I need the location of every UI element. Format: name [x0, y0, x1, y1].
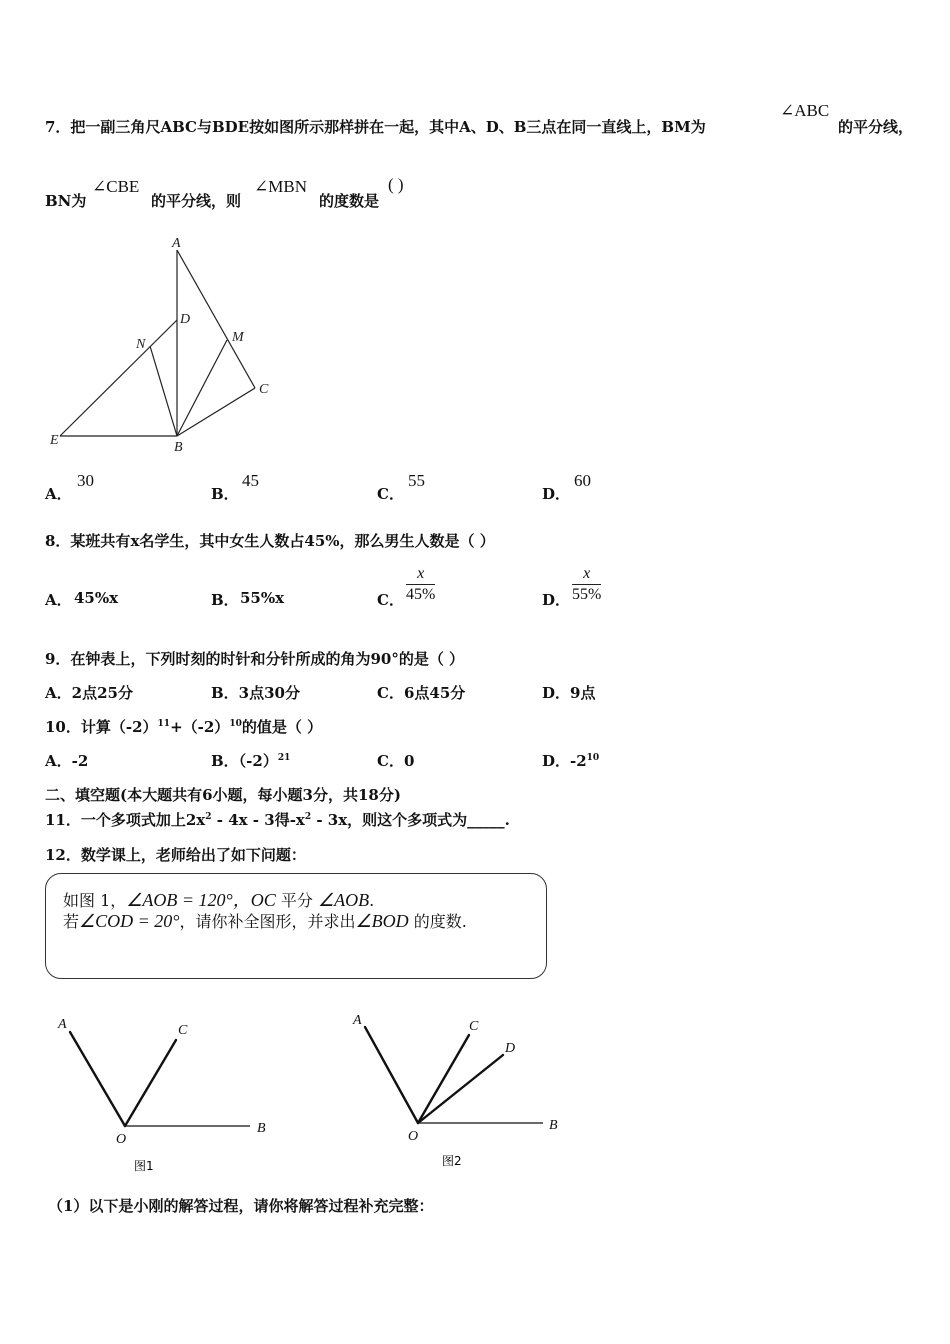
q7-bn-prefix: BN为 [45, 192, 87, 210]
q7-opt-b-letter: B． [211, 485, 239, 503]
label-a: A [172, 236, 181, 251]
q11-pre: 11．一个多项式加上2x [45, 811, 206, 829]
fig2-caption: 图2 [442, 1154, 462, 1168]
q7-opt-d-letter: D． [542, 485, 571, 503]
fig2-label-d: D [505, 1041, 516, 1056]
box-math: ∠COD = 20° [79, 911, 180, 931]
ray-od [418, 1055, 503, 1123]
q12-figure-2 [345, 1005, 575, 1175]
segment-mb [177, 340, 227, 436]
q7-figure [40, 230, 290, 460]
q10-opt-d [542, 750, 599, 771]
q10-opt-a: A．-2 [45, 752, 89, 770]
q8-opt-c-fraction [406, 565, 435, 604]
label-e: E [50, 433, 59, 448]
q12-figure-1 [50, 1010, 280, 1180]
box-math: ∠AOB = 120°， [126, 890, 251, 910]
q11-text [45, 809, 510, 830]
q7-opt-c-value: 55 [408, 471, 425, 490]
q10-opt-b-exp: 21 [277, 753, 291, 763]
box-text: . [369, 891, 375, 910]
q7-line1 [45, 116, 706, 137]
fig2-label-c: C [469, 1019, 479, 1034]
q11-exp1: 2 [205, 812, 212, 822]
box-math: OC [250, 890, 276, 910]
box-text: 的度数. [408, 912, 467, 931]
label-n: N [136, 337, 146, 352]
segment-cb [177, 388, 255, 436]
label-m: M [232, 330, 244, 345]
fig1-label-c: C [178, 1023, 188, 1038]
q7-angle-mbn: ∠MBN [254, 177, 307, 196]
ray-oc [125, 1040, 176, 1126]
label-c: C [259, 382, 269, 397]
ray-oc [418, 1035, 469, 1123]
fig2-label-o: O [408, 1129, 419, 1144]
q10-opt-c: C．0 [377, 752, 415, 770]
q7-opt-c-letter: C． [377, 485, 404, 503]
segment-nb [150, 346, 177, 436]
q8-opt-a: 45%x [74, 589, 119, 607]
q9-opt-d: D．9点 [542, 684, 596, 702]
box-math: ∠BOD [355, 911, 409, 931]
fig1-label-b: B [257, 1121, 266, 1136]
q8-opt-c-letter: C． [377, 591, 404, 609]
fig1-label-a: A [58, 1017, 67, 1032]
box-text: ，请你补全图形，并求出 [179, 912, 356, 931]
ray-oa [70, 1032, 125, 1126]
box-text: 若 [63, 912, 80, 931]
q7-angle-cbe: ∠CBE [92, 177, 140, 196]
q10-opt-d-exp: 10 [586, 753, 600, 763]
q10-opt-b [211, 750, 290, 771]
q10-pre: 10．计算（-2） [45, 718, 158, 736]
fig2-label-a: A [353, 1013, 362, 1028]
q10-text [45, 716, 322, 737]
box-text: 平分 [275, 891, 318, 910]
fig2-label-b: B [549, 1118, 558, 1133]
fraction-denominator: 45% [406, 586, 436, 603]
q7-line1-end: 的平分线， [838, 118, 914, 136]
q10-exp2: 10 [229, 719, 242, 729]
q12-problem-box [45, 873, 547, 979]
q11-post: - 3x，则这个多项式为_____. [311, 811, 510, 829]
q7-opt-b-value: 45 [242, 471, 259, 490]
q8-opt-d-letter: D． [542, 591, 571, 609]
q7-paren: ( ) [388, 175, 404, 194]
q12-text: 12．数学课上，老师给出了如下问题： [45, 846, 306, 864]
q10-opt-d-base: D．-2 [542, 752, 587, 770]
q8-opt-b: 55%x [240, 589, 285, 607]
fraction-denominator: 55% [572, 586, 602, 603]
q7-opt-a-letter: A． [45, 485, 72, 503]
q11-mid: - 4x - 3得-x [211, 811, 305, 829]
box-math: ∠AOB [317, 890, 370, 910]
q7-opt-a-value: 30 [77, 471, 94, 490]
label-d: D [180, 312, 191, 327]
q8-opt-a-letter: A． [45, 591, 72, 609]
q10-opt-b-base: B．（-2） [211, 752, 278, 770]
q11-exp2: 2 [304, 812, 312, 822]
q8-opt-d-fraction [572, 565, 601, 604]
fig1-caption: 图1 [134, 1159, 154, 1173]
fraction-numerator: x [406, 565, 435, 585]
fig1-label-o: O [116, 1132, 127, 1147]
q8-text: 8．某班共有x名学生，其中女生人数占45%，那么男生人数是（ ） [45, 532, 495, 550]
q10-exp1: 11 [157, 719, 171, 729]
q7-text: 7．把一副三角尺ABC与BDE按如图所示那样拼在一起，其中A、D、B三点在同一直线上，BM为 [45, 118, 706, 136]
q7-opt-d-value: 60 [574, 471, 591, 490]
q8-opt-b-letter: B． [211, 591, 239, 609]
q7-angle-abc: ∠ABC [780, 101, 830, 120]
q12-box-line2 [63, 909, 467, 932]
q10-post: 的值是（ ） [241, 718, 323, 736]
box-text: 如图 1， [63, 891, 127, 910]
fraction-numerator: x [572, 565, 601, 585]
q7-mid: 的平分线，则 [151, 192, 242, 210]
q7-end: 的度数是 [319, 192, 380, 210]
q9-text: 9．在钟表上，下列时刻的时针和分针所成的角为90°的是（ ） [45, 650, 465, 668]
q12-sub1: （1）以下是小刚的解答过程，请你将解答过程补充完整： [48, 1197, 434, 1215]
ray-oa [365, 1027, 418, 1123]
section-2-heading: 二、填空题(本大题共有6小题，每小题3分，共18分) [45, 786, 401, 804]
q9-opt-b: B．3点30分 [211, 684, 300, 702]
q10-mid: +（-2） [170, 718, 230, 736]
q9-opt-c: C．6点45分 [377, 684, 466, 702]
q9-opt-a: A．2点25分 [45, 684, 133, 702]
label-b: B [174, 440, 183, 455]
